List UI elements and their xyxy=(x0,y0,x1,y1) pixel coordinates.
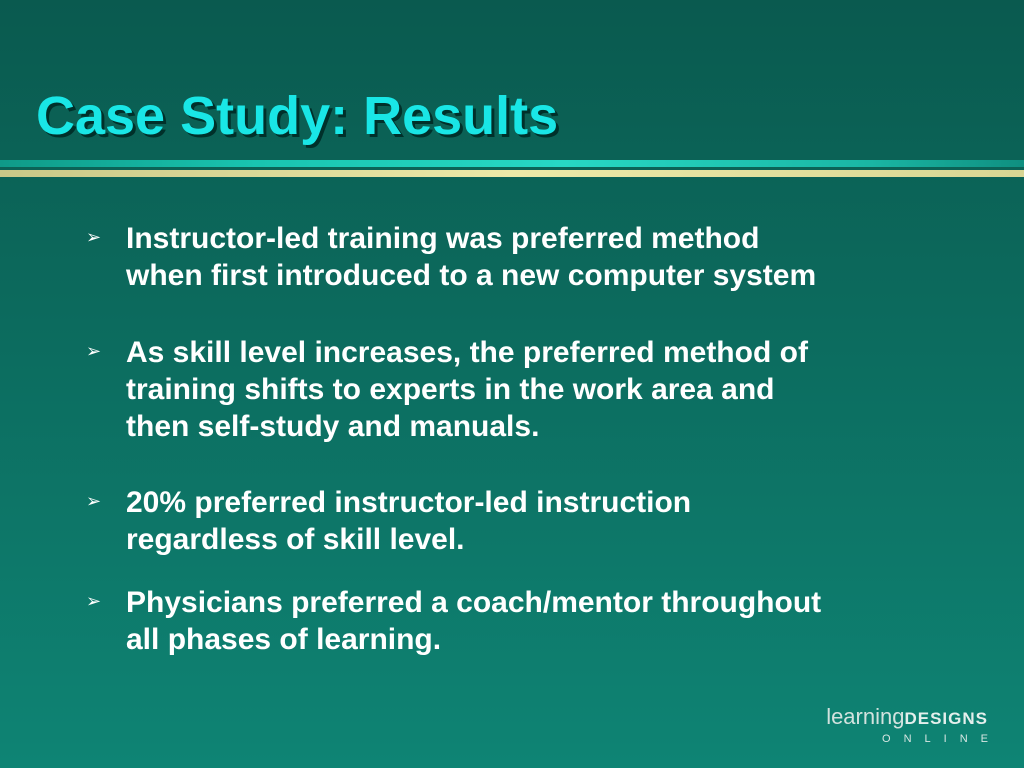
arrow-bullet-icon: ➢ xyxy=(86,491,102,512)
logo-word-light: learning xyxy=(826,704,905,729)
logo-word-bold: DESIGNS xyxy=(904,709,988,728)
learning-designs-logo xyxy=(826,704,1001,746)
bullet-text: 20% preferred instructor-led instruction regardless of skill level. xyxy=(126,486,692,556)
logo-subtitle: ONLINE xyxy=(882,733,1001,745)
bullet-item xyxy=(86,484,936,558)
slide-title: Case Study: Results xyxy=(36,86,559,146)
bullet-item xyxy=(86,334,936,445)
bullet-item xyxy=(86,220,936,294)
bullet-text: Instructor-led training was preferred method when first introduced to a new computer system xyxy=(126,222,817,292)
arrow-bullet-icon: ➢ xyxy=(86,341,102,362)
arrow-bullet-icon: ➢ xyxy=(86,591,102,612)
logo-wordmark xyxy=(826,704,988,732)
bullet-text: As skill level increases, the preferred method of training shifts to experts in the work area and then self-study and manuals. xyxy=(126,336,808,443)
bullet-text: Physicians preferred a coach/mentor throughout all phases of learning. xyxy=(126,586,822,656)
bullet-item xyxy=(86,584,936,658)
arrow-bullet-icon: ➢ xyxy=(86,227,102,248)
